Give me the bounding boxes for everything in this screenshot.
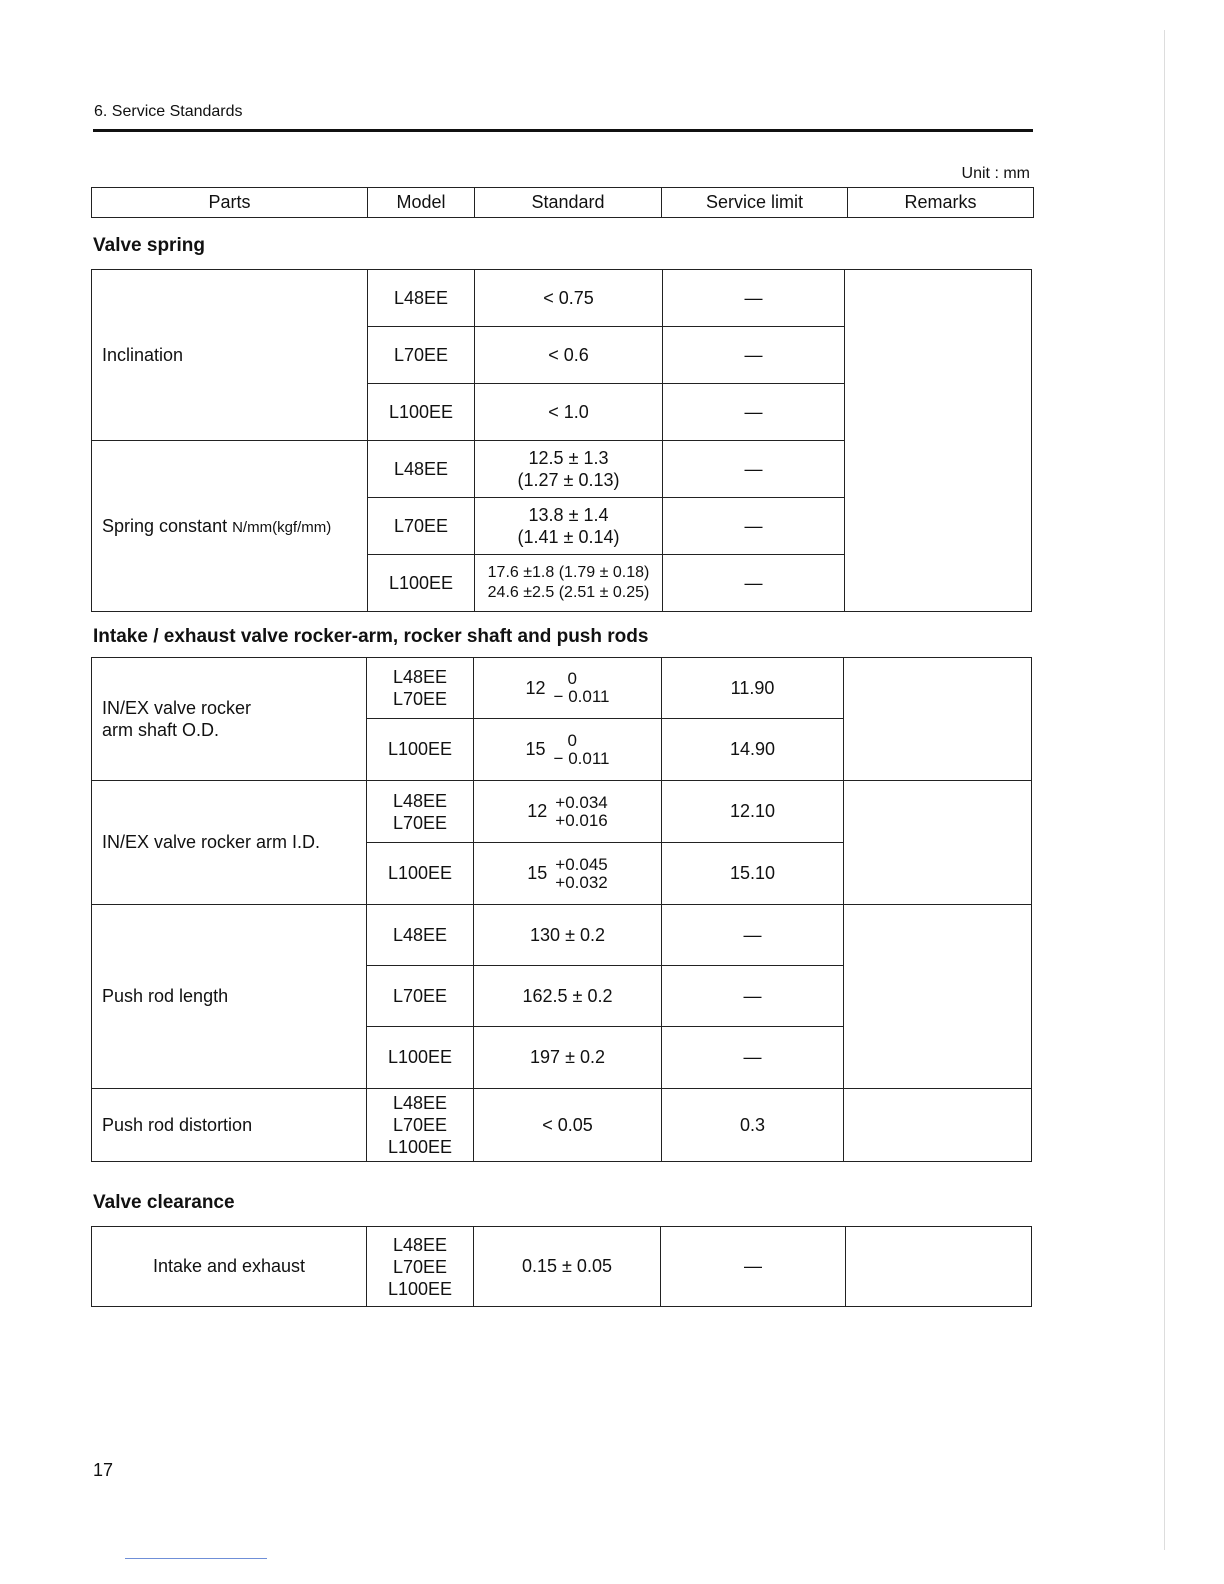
limit-cell: —: [663, 384, 845, 441]
limit-cell: 15.10: [662, 843, 844, 905]
limit-cell: —: [663, 555, 845, 612]
model-cell: L48EE: [367, 905, 474, 966]
limit-cell: —: [661, 1227, 846, 1307]
unit-label-inline: N/mm(kgf/mm): [232, 518, 332, 536]
model-cell: L70EE: [368, 498, 475, 555]
standard-cell: 15 +0.045 +0.032: [474, 843, 662, 905]
standard-cell: < 0.05: [474, 1089, 662, 1162]
table-row: [92, 905, 1032, 966]
table-row: [92, 1227, 1032, 1307]
col-service-limit: Service limit: [662, 188, 848, 218]
part-shaft-od: IN/EX valve rocker arm shaft O.D.: [92, 658, 367, 781]
model-cell: L48EE: [368, 441, 475, 498]
page-number: 17: [93, 1460, 114, 1480]
section-title: 6. Service Standards: [94, 103, 243, 120]
standard-cell: < 1.0: [475, 384, 663, 441]
model-cell: L48EE L70EE L100EE: [367, 1227, 474, 1307]
valve-clearance-table: [91, 1226, 1032, 1307]
col-model: Model: [368, 188, 475, 218]
heading-valve-clearance: Valve clearance: [93, 1192, 235, 1213]
bottom-mark: [125, 1558, 267, 1559]
model-cell: L100EE: [367, 1027, 474, 1089]
limit-cell: —: [663, 441, 845, 498]
standard-cell: 12.5 ± 1.3 (1.27 ± 0.13): [475, 441, 663, 498]
remarks-cell: [844, 781, 1032, 905]
valve-spring-table: [91, 269, 1032, 612]
standard-cell: 15 0 − 0.011: [474, 719, 662, 781]
standard-cell: 0.15 ± 0.05: [474, 1227, 661, 1307]
header-rule: [93, 129, 1033, 132]
col-standard: Standard: [475, 188, 662, 218]
limit-cell: —: [663, 327, 845, 384]
remarks-cell: [844, 658, 1032, 781]
table-row: [92, 1089, 1032, 1162]
limit-cell: 11.90: [662, 658, 844, 719]
table-row: [92, 270, 1032, 327]
limit-cell: —: [662, 905, 844, 966]
model-cell: L70EE: [367, 966, 474, 1027]
standard-cell: 12 +0.034 +0.016: [474, 781, 662, 843]
model-cell: L100EE: [367, 843, 474, 905]
model-cell: L48EE L70EE: [367, 781, 474, 843]
standard-cell: < 0.75: [475, 270, 663, 327]
part-spring-constant: [92, 441, 368, 612]
part-push-rod-length: Push rod length: [92, 905, 367, 1089]
limit-cell: 12.10: [662, 781, 844, 843]
rocker-table: [91, 657, 1032, 1162]
model-cell: L70EE: [368, 327, 475, 384]
unit-label: Unit : mm: [961, 165, 1030, 182]
part-push-rod-distortion: Push rod distortion: [92, 1089, 367, 1162]
col-remarks: Remarks: [848, 188, 1034, 218]
model-cell: L100EE: [368, 384, 475, 441]
column-header-table: [91, 187, 1034, 218]
model-cell: L100EE: [367, 719, 474, 781]
standard-cell: 12 0 − 0.011: [474, 658, 662, 719]
model-cell: L100EE: [368, 555, 475, 612]
part-arm-id: IN/EX valve rocker arm I.D.: [92, 781, 367, 905]
table-row: [92, 781, 1032, 843]
heading-valve-spring: Valve spring: [93, 235, 205, 256]
limit-cell: —: [662, 1027, 844, 1089]
margin-line: [1164, 30, 1165, 1550]
remarks-cell: [846, 1227, 1032, 1307]
standard-cell: 130 ± 0.2: [474, 905, 662, 966]
model-cell: L48EE L70EE L100EE: [367, 1089, 474, 1162]
part-inclination: Inclination: [92, 270, 368, 441]
part-label: Spring constant: [102, 515, 228, 536]
standard-cell: 197 ± 0.2: [474, 1027, 662, 1089]
remarks-cell: [845, 270, 1032, 612]
limit-cell: 14.90: [662, 719, 844, 781]
limit-cell: —: [663, 498, 845, 555]
col-parts: Parts: [92, 188, 368, 218]
standard-cell: 17.6 ±1.8 (1.79 ± 0.18) 24.6 ±2.5 (2.51 ± 0.25): [475, 555, 663, 612]
limit-cell: —: [663, 270, 845, 327]
standard-cell: 162.5 ± 0.2: [474, 966, 662, 1027]
model-cell: L48EE: [368, 270, 475, 327]
table-row: [92, 658, 1032, 719]
limit-cell: —: [662, 966, 844, 1027]
remarks-cell: [844, 905, 1032, 1089]
remarks-cell: [844, 1089, 1032, 1162]
model-cell: L48EE L70EE: [367, 658, 474, 719]
standard-cell: 13.8 ± 1.4 (1.41 ± 0.14): [475, 498, 663, 555]
heading-rocker: Intake / exhaust valve rocker-arm, rocker shaft and push rods: [93, 626, 649, 647]
part-intake-exhaust: Intake and exhaust: [92, 1227, 367, 1307]
standard-cell: < 0.6: [475, 327, 663, 384]
limit-cell: 0.3: [662, 1089, 844, 1162]
